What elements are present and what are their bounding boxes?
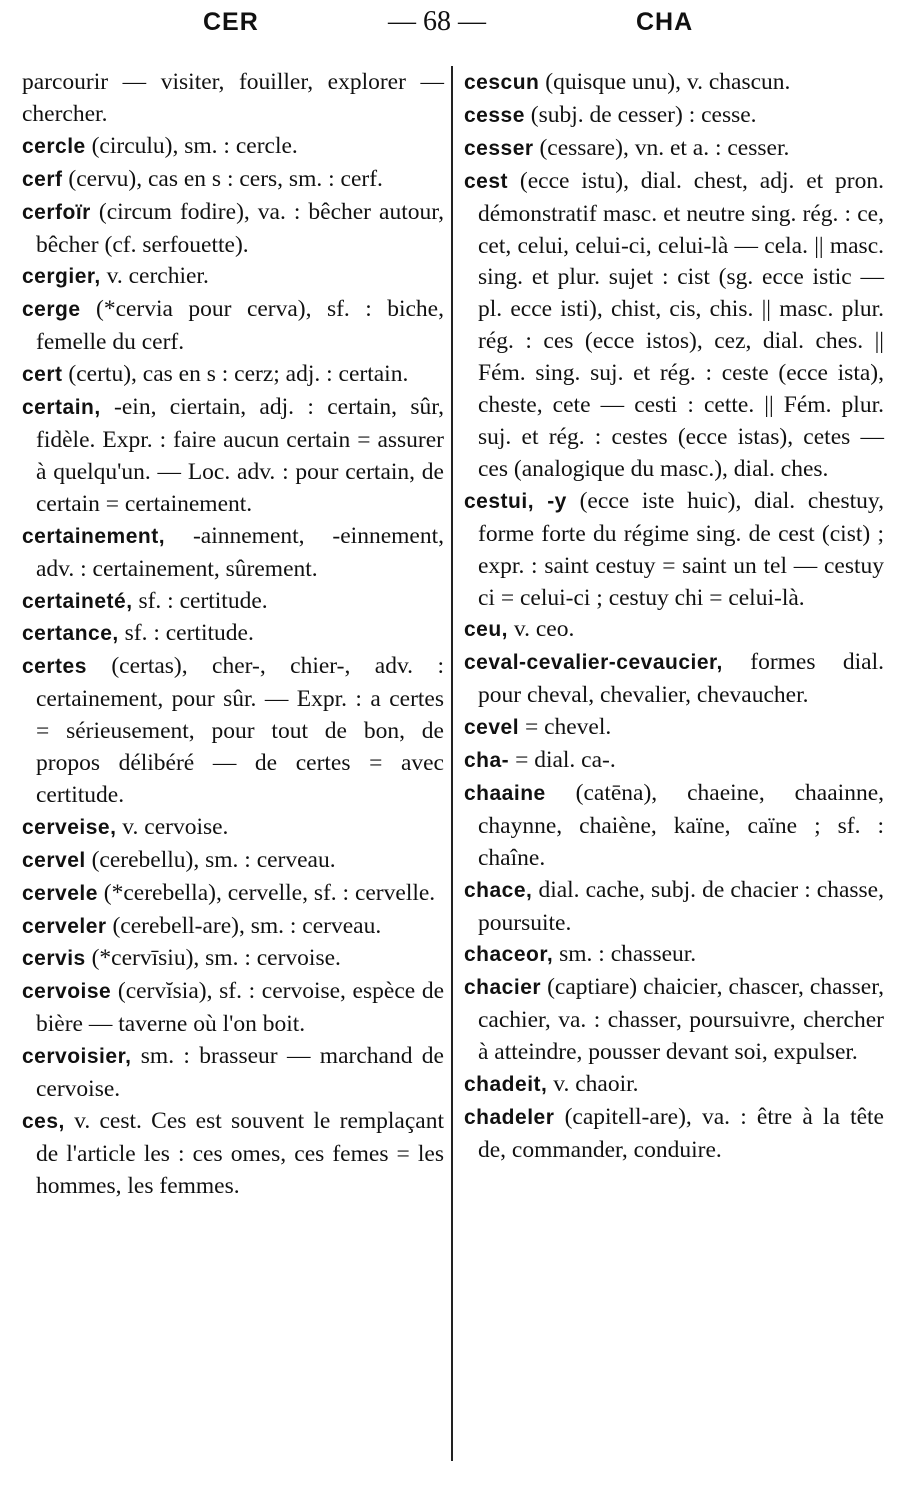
dictionary-entry — [22, 910, 444, 943]
dictionary-entry — [22, 844, 444, 877]
dictionary-entry — [464, 613, 884, 646]
entry-definition: (captiare) chaicier, chascer, chasser, cachier, va. : chasser, poursuivre, chercher à atteindre, pousser devant soi, expulser. — [478, 974, 884, 1066]
entry-definition: (cerebell-are), sm. : cerveau. — [106, 912, 382, 939]
dictionary-entry — [22, 811, 444, 844]
dictionary-entry — [22, 617, 444, 650]
page-header — [0, 8, 903, 48]
entry-definition: v. chaoir. — [547, 1071, 639, 1098]
dictionary-entry — [22, 650, 444, 811]
dictionary-entry — [22, 585, 444, 618]
dictionary-entry — [464, 744, 884, 777]
entry-definition: (ecce iste huic), dial. chestuy, forme forte du régime sing. de cest (cist) ; expr. : saint cestuy = saint un tel — cestuy ci = celui-ci ; cestuy chi = celui-là. — [478, 487, 884, 611]
entry-definition: sf. : certitude. — [118, 620, 254, 647]
entry-headword: cerfoïr — [22, 200, 91, 224]
entry-headword: cesser — [464, 136, 534, 160]
dictionary-entry — [22, 1040, 444, 1105]
entry-definition: v. cest. Ces est souvent le remplaçant de l'article les : ces omes, ces femes = les hommes, les femmes. — [36, 1108, 444, 1199]
dictionary-entry — [22, 1105, 444, 1202]
entry-definition: (capitell-are), va. : être à la tête de, commander, conduire. — [478, 1104, 884, 1163]
entry-definition: sf. : certitude. — [132, 587, 268, 614]
entry-headword: certainement, — [22, 524, 166, 548]
page-number: — 68 — — [388, 6, 486, 37]
entry-headword: chadeit, — [464, 1073, 548, 1097]
entry-headword: certes — [22, 655, 87, 679]
entry-definition: (cervĭsia), sf. : cervoise, espèce de bière — taverne où l'on boit. — [36, 978, 444, 1038]
entry-definition: (quisque unu), v. chascun. — [539, 69, 791, 95]
entry-headword: cestui, -y — [464, 489, 567, 513]
dictionary-entry — [22, 260, 444, 293]
dictionary-entry — [464, 1101, 884, 1166]
dictionary-entry — [22, 293, 444, 358]
dictionary-entry — [464, 66, 884, 99]
entry-definition: (cerebellu), sm. : cerveau. — [85, 846, 336, 873]
entry-definition: (ecce istu), dial. chest, adj. et pron. démonstratif masc. et neutre sing. rég. : ce, cet, celui, celui-ci, celui-là — cela. || masc. sing. et plur. sujet : cist (sg. ecce istic — pl. ecce isti), chist, cis, chis. || masc. plur. rég. : ces (ecce istos), cez, dial. ches. || Fém. sing. suj. et rég. : ceste (ecce ista), cheste, cete — cesti : cette. || Fém. plur. suj. et rég. : cestes (ecce istas), cetes — ces (analogique du masc.), dial. ches. — [478, 167, 884, 482]
entry-headword: cervele — [22, 881, 98, 905]
entry-headword: certance, — [22, 622, 119, 646]
entry-headword: chadeler — [464, 1106, 555, 1129]
entry-headword: chace, — [464, 878, 533, 902]
entry-headword: chacier — [464, 976, 542, 1000]
entry-definition: (cervu), cas en s : cers, sm. : cerf. — [62, 165, 383, 192]
entry-headword: cerf — [22, 167, 63, 191]
entry-headword: ces, — [22, 1110, 65, 1133]
entry-headword: cervis — [22, 947, 86, 971]
entry-headword: chaceor, — [464, 943, 554, 967]
entry-definition: (catēna), chaeine, chaainne, chaynne, chaiène, kaïne, caïne ; sf. : chaîne. — [478, 779, 884, 871]
dictionary-entry — [464, 1068, 884, 1101]
entry-definition: = dial. ca-. — [509, 747, 616, 774]
entry-definition: parcourir — visiter, fouiller, explorer — chercher. — [22, 69, 444, 127]
entry-definition: = chevel. — [519, 714, 612, 741]
entry-definition: -ein, ciertain, adj. : certain, sûr, fidèle. Expr. : faire aucun certain = assurer à quelqu'un. — Loc. adv. : pour certain, de certain = certainement. — [36, 394, 444, 517]
entry-definition: (*cerebella), cervelle, sf. : cervelle. — [97, 879, 436, 906]
dictionary-entry — [464, 777, 884, 874]
entry-headword: cert — [22, 363, 63, 387]
entry-definition: -ainnement, -einnement, adv. : certainement, sûrement. — [36, 522, 444, 582]
dictionary-entry — [22, 942, 444, 975]
entry-headword: cerveise, — [22, 815, 117, 839]
dictionary-entry — [22, 196, 444, 261]
entry-definition: (circulu), sm. : cercle. — [85, 132, 298, 159]
dictionary-entry — [22, 163, 444, 196]
dictionary-entry — [464, 971, 884, 1068]
dictionary-entry — [464, 99, 884, 132]
dictionary-entry — [464, 165, 884, 485]
entry-headword: cescun — [464, 71, 540, 94]
entry-headword: certain, — [22, 396, 101, 420]
dictionary-entry — [464, 874, 884, 939]
entry-headword: cevel — [464, 716, 520, 740]
entry-definition: (certu), cas en s : cerz; adj. : certain. — [62, 361, 409, 388]
entry-headword: cerveler — [22, 914, 107, 938]
entry-headword: cercle — [22, 134, 86, 158]
entry-definition: v. cervoise. — [116, 813, 229, 840]
entry-definition: sm. : chasseur. — [553, 941, 697, 968]
entry-headword: cerge — [22, 298, 81, 322]
entry-definition: (certas), cher-, chier-, adv. : certainement, pour sûr. — Expr. : a certes = sérieusement, pour tout de bon, de propos délibéré — de certes = avec certitude. — [36, 653, 444, 808]
dictionary-entry — [22, 130, 444, 163]
entry-definition: v. cerchier. — [100, 263, 209, 290]
entry-definition: dial. cache, subj. de chacier : chasse, poursuite. — [478, 876, 884, 936]
dictionary-entry — [22, 358, 444, 391]
entry-headword: cha- — [464, 749, 510, 773]
entry-headword: ceval-cevalier-cevaucier, — [464, 651, 723, 675]
entry-definition: v. ceo. — [508, 616, 575, 643]
entry-headword: cervoisier, — [22, 1045, 132, 1069]
running-head-right: CHA — [636, 8, 694, 36]
entry-headword: cesse — [464, 103, 525, 127]
right-column — [464, 66, 884, 1166]
entry-definition: (subj. de cesser) : cesse. — [524, 101, 757, 128]
column-divider — [451, 66, 453, 1461]
dictionary-entry — [464, 485, 884, 614]
entry-headword: certaineté, — [22, 589, 133, 613]
entry-definition: (*cervia pour cerva), sf. : biche, femelle du cerf. — [36, 296, 444, 356]
dictionary-entry — [464, 132, 884, 165]
dictionary-entry — [464, 646, 884, 711]
dictionary-entry — [22, 877, 444, 910]
entry-definition: formes dial. pour cheval, chevalier, chevaucher. — [478, 649, 884, 709]
entry-headword: cergier, — [22, 265, 101, 289]
entry-definition: sm. : brasseur — marchand de cervoise. — [36, 1043, 444, 1103]
entry-definition: (cessare), vn. et a. : cesser. — [533, 134, 790, 161]
entry-headword: cervoise — [22, 980, 112, 1004]
dictionary-entry — [464, 711, 884, 744]
dictionary-entry — [22, 66, 444, 130]
dictionary-entry — [22, 391, 444, 520]
dictionary-entry — [22, 520, 444, 585]
entry-headword: cervel — [22, 848, 86, 872]
left-column — [22, 66, 444, 1202]
entry-definition: (*cervīsiu), sm. : cervoise. — [85, 945, 341, 972]
dictionary-entry — [464, 938, 884, 971]
entry-headword: ceu, — [464, 618, 509, 642]
entry-definition: (circum fodire), va. : bêcher autour, bêcher (cf. serfouette). — [36, 198, 444, 258]
running-head-left: CER — [203, 8, 259, 36]
dictionary-entry — [22, 975, 444, 1040]
entry-headword: chaaine — [464, 781, 546, 805]
entry-headword: cest — [464, 169, 509, 193]
